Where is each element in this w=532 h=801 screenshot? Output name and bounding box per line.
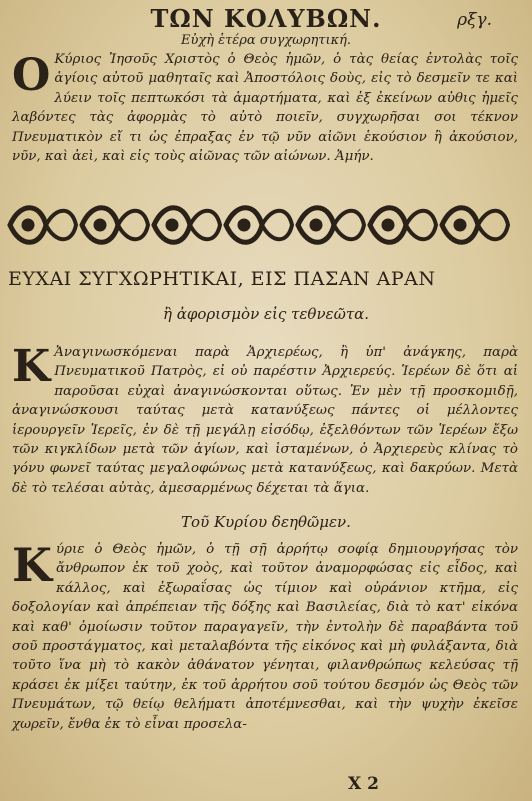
ornament-tile (10, 208, 76, 243)
page-header (0, 4, 532, 34)
prayer-title: Εὐχὴ ἑτέρα συγχωρητική. (180, 33, 352, 48)
paragraph-text: Κύριος Ἰησοῦς Χριστὸς ὁ Θεὸς ἡμῶν, ὁ τὰς θείας ἐντολὰς τοῖς ἁγίοις αὐτοῦ μαθηταῖς καὶ Ἀποστόλοις δοὺς, εἰς τὸ δεσμεῖν τε καὶ λύειν τοῖς πεπτωκόσι τὰ ἁμαρτήματα, καὶ ἐξ ἐκείνων αὐθις ἡμεῖς λαβόντες τὰς ἀφορμὰς τὸ αὐτὸ ποιεῖν, συγχωρῆσαι σοι τέκνον Πνευματικὸν εἴ τι ὡς ἐπραξας ἐν τῷ νῦν αἰῶνι ἑκούσιον ἢ ἀκούσιον, νῦν, καὶ ἀεὶ, καὶ εἰς τοὺς αἰῶνας τῶν αἰώνων. Ἀμήν. (12, 52, 518, 165)
prayer-paragraph-1 (12, 50, 518, 166)
drop-cap: Κ (12, 538, 52, 592)
page-number: ρξγ. (457, 10, 492, 30)
section-heading: ΕΥΧΑΙ ΣΥΓΧΩΡΗΤΙΚΑΙ, ΕΙΣ ΠΑΣΑΝ ΑΡΑΝ (8, 268, 436, 290)
drop-cap: Ο (12, 50, 51, 101)
drop-cap: Κ (12, 341, 51, 392)
ornament-tile (154, 208, 220, 243)
decorative-ornament-band (6, 196, 524, 254)
petition-heading: Τοῦ Κυρίου δεηθῶμεν. (181, 513, 351, 531)
ornament-tile (370, 208, 436, 243)
ornament-tile (298, 208, 364, 243)
section-subheading: ἢ ἀφορισμὸν εἰς τεθνεῶτα. (162, 305, 370, 323)
ornament-tile (82, 208, 148, 243)
ornament-tile (226, 208, 292, 243)
running-head: ΤΩΝ ΚΟΛΥΒΩΝ. (150, 4, 382, 33)
prayer-paragraph-2 (12, 540, 518, 734)
ornament-tile (442, 208, 508, 243)
signature-mark: X 2 (348, 774, 379, 794)
paragraph-text: ύριε ὁ Θεὸς ἡμῶν, ὁ τῇ σῇ ἀρρήτῳ σοφίᾳ δημιουργήσας τὸν ἄνθρωπον ἐκ τοῦ χοὸς, καὶ τοῦτον ἀναμορφώσας εἰς εἶδος, καὶ κάλλος, καὶ ἐξωραΐσας ὡς τίμιον καὶ οὐράνιον κτῆμα, εἰς δοξολογίαν καὶ ἀπρέπειαν τῆς δόξης καὶ Βασιλείας, διὰ τὸ κατ' εἰκόνα καὶ καθ' ὁμοίωσιν τοῦτον παραγαγεῖν, τὴν ἐντολὴν δὲ παραβάντα τοῦ σοῦ προστάγματος, καὶ μεταλαβόντα τῆς εἰκόνος καὶ μὴ φυλάξαντα, διὰ τοῦτο ἵνα μὴ τὸ κακὸν ἀθάνατον γένηται, φιλανθρώπως κελεύσας τῇ κράσει ἐκ μίξει ταύτην, ἐκ τοῦ ἀρρήτου σοῦ τούτου δεσμόν ὡς Θεὸς τῶν Πνευμάτων, τῷ θείῳ θελήματι ἀποτέμνεσθαι, καὶ τὴν ψυχὴν ἐκεῖσε χωρεῖν, ἔνθα ἐκ τὸ εἶναι προσελα- (12, 542, 518, 732)
paragraph-text: Ἀναγινωσκόμεναι παρὰ Ἀρχιερέως, ἢ ὑπ' ἀνάγκης, παρὰ Πνευματικοῦ Πατρὸς, εἰ οὐ παρέστιν Ἀρχιερεύς. Ἱερέων δὲ ὅτι αἱ παροῦσαι εὐχαὶ ἀναγινώσκονται οὕτως. Ἐν μὲν τῇ προσκομιδῇ, ἀναγινώσκουσι ταύτας μετὰ κατανύξεως πάντες οἱ μέλλοντες ἱερουργεῖν Ἱερεῖς, ἐν δὲ τῇ μεγάλῃ εἰσόδῳ, ἐξελθόντων τῶν Ἱερέων ἔξω τῶν κιγκλίδων μετὰ τῶν ἁγίων, καὶ ἱσταμένων, ὁ Ἀρχιερεὺς κλίνας τὸ γόνυ φωνεῖ ταύτας μεγαλοφώνως μετὰ κατανύξεως, καὶ δακρύων. Μετὰ δὲ τὸ τελέσαι αὐτὰς, ἀμεσαρμένως δέχεται τὰ ἅγια. (12, 345, 518, 496)
rubric-paragraph (12, 343, 518, 498)
